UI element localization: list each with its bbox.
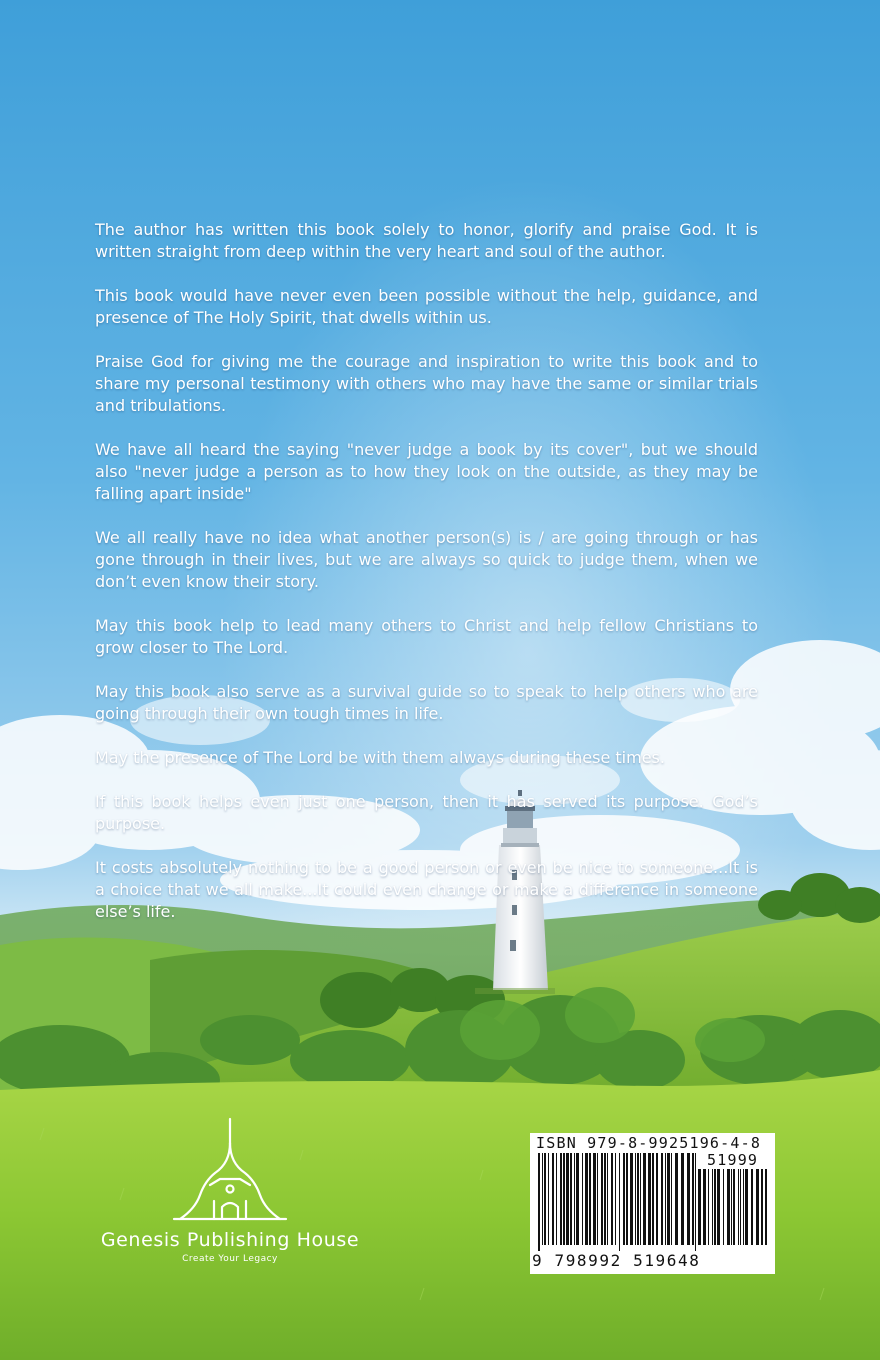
blurb-paragraph: It costs absolutely nothing to be a good person or even be nice to someone...It is a choice that we all make...It could even change or make a difference in someone else’s life. [95,858,758,921]
ean-barcode-bars [538,1153,698,1251]
blurb-paragraph: May the presence of The Lord be with them always during these times. [95,748,665,767]
blurb-paragraph: Praise God for giving me the courage and inspiration to write this book and to share my personal testimony with others who may have the same or similar trials and tribulations. [95,352,758,415]
blurb-paragraph: We all really have no idea what another person(s) is / are going through or has gone through in their lives, but we are always so quick to judge them, when we don’t even know their story. [95,528,758,591]
isbn-label: ISBN 979-8-9925196-4-8 [536,1134,762,1152]
blurb-paragraph: If this book helps even just one person, then it has served its purpose. God’s purpose. [95,792,758,833]
publisher-logo-block [80,1115,380,1264]
addon-barcode-bars [698,1169,770,1251]
publisher-name: Genesis Publishing House [100,1229,360,1251]
blurb-paragraph: This book would have never even been possible without the help, guidance, and presence of The Holy Spirit, that dwells within us. [95,286,758,327]
publisher-tagline: Create Your Legacy [182,1254,278,1264]
pen-nib-temple-icon [170,1115,290,1225]
blurb-paragraph: May this book also serve as a survival guide so to speak to help others who are going through their own tough times in life. [95,682,758,723]
blurb-paragraph: We have all heard the saying "never judge a book by its cover", but we should also "never judge a person as to how they look on the outside, as they may be falling apart inside" [95,440,758,503]
blurb-paragraph: The author has written this book solely to honor, glorify and praise God. It is written straight from deep within the very heart and soul of the author. [95,220,758,261]
price-code: 51999 [707,1151,759,1169]
isbn-barcode [530,1133,775,1274]
back-cover-blurb [95,219,758,923]
blurb-paragraph: May this book help to lead many others to Christ and help fellow Christians to grow closer to The Lord. [95,616,758,657]
ean-digits: 9 798992 519648 [532,1251,701,1270]
